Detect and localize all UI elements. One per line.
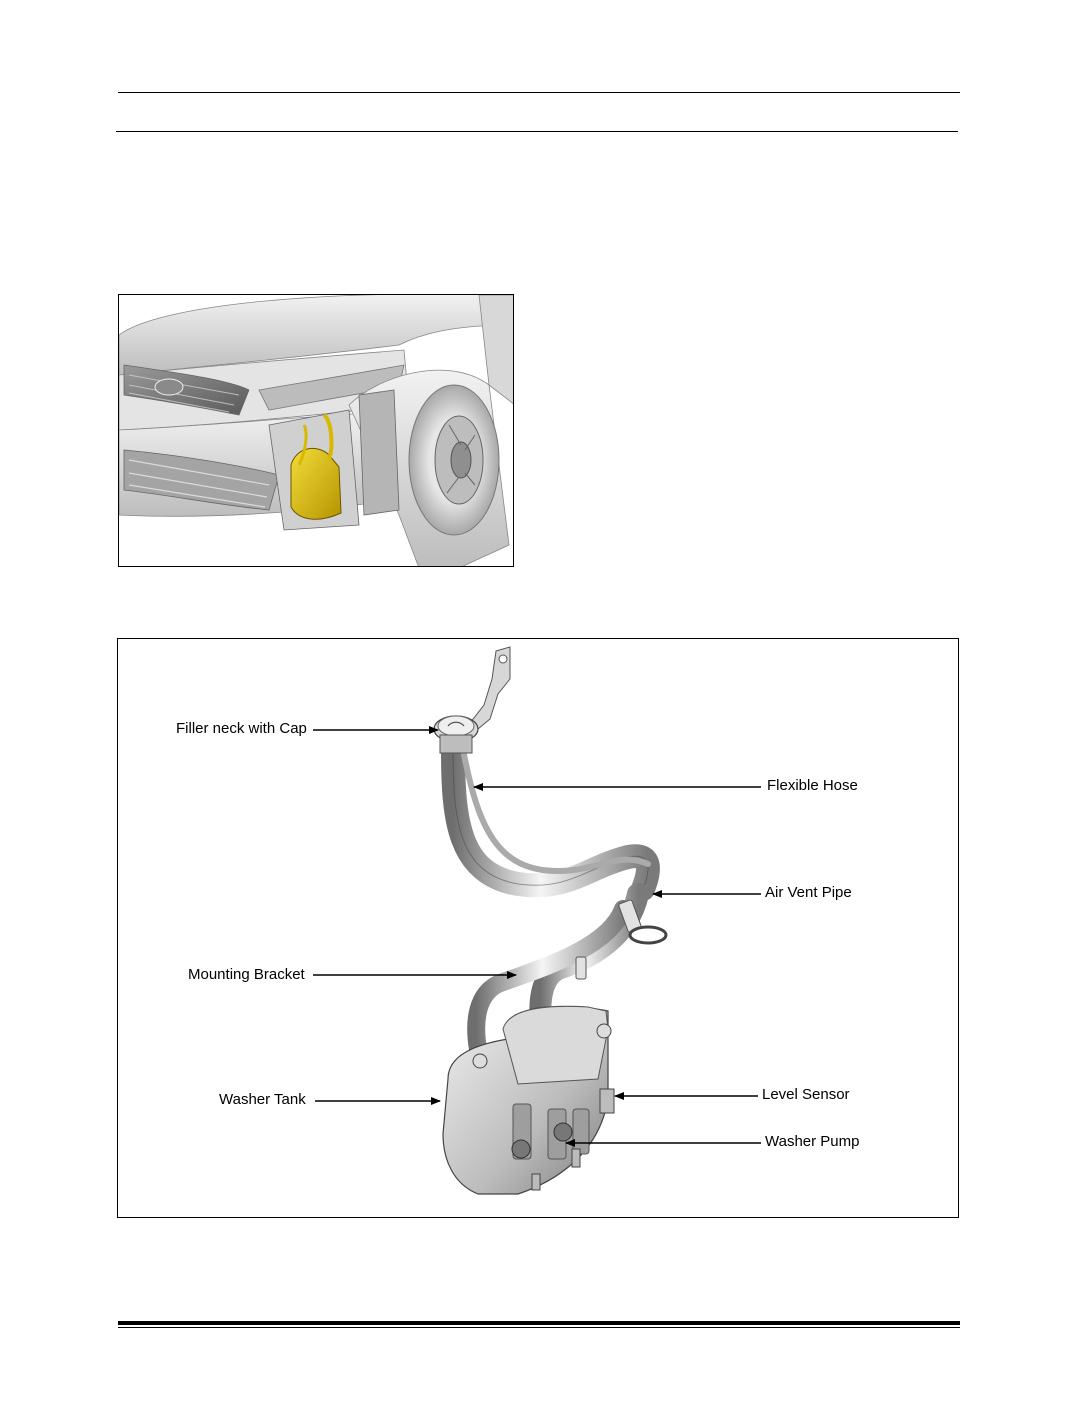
footer-rule-thin: [118, 1327, 960, 1328]
level-sensor-callout: Level Sensor: [762, 1086, 850, 1103]
footer-rule-thick: [118, 1321, 960, 1325]
mounting-bracket-callout: Mounting Bracket: [188, 966, 305, 983]
washer-pump-callout: Washer Pump: [765, 1133, 860, 1150]
header-rule-top: [118, 92, 960, 93]
washer-tank-callout: Washer Tank: [219, 1091, 306, 1108]
vehicle-location-figure: [118, 294, 514, 567]
flexible-hose-callout: Flexible Hose: [767, 777, 858, 794]
air-vent-pipe-callout: Air Vent Pipe: [765, 884, 852, 901]
filler-neck-callout: Filler neck with Cap: [176, 720, 307, 737]
washer-assembly-figure: [117, 638, 959, 1218]
vehicle-front-icon: [119, 295, 514, 567]
header-rule-bottom: [116, 131, 958, 132]
